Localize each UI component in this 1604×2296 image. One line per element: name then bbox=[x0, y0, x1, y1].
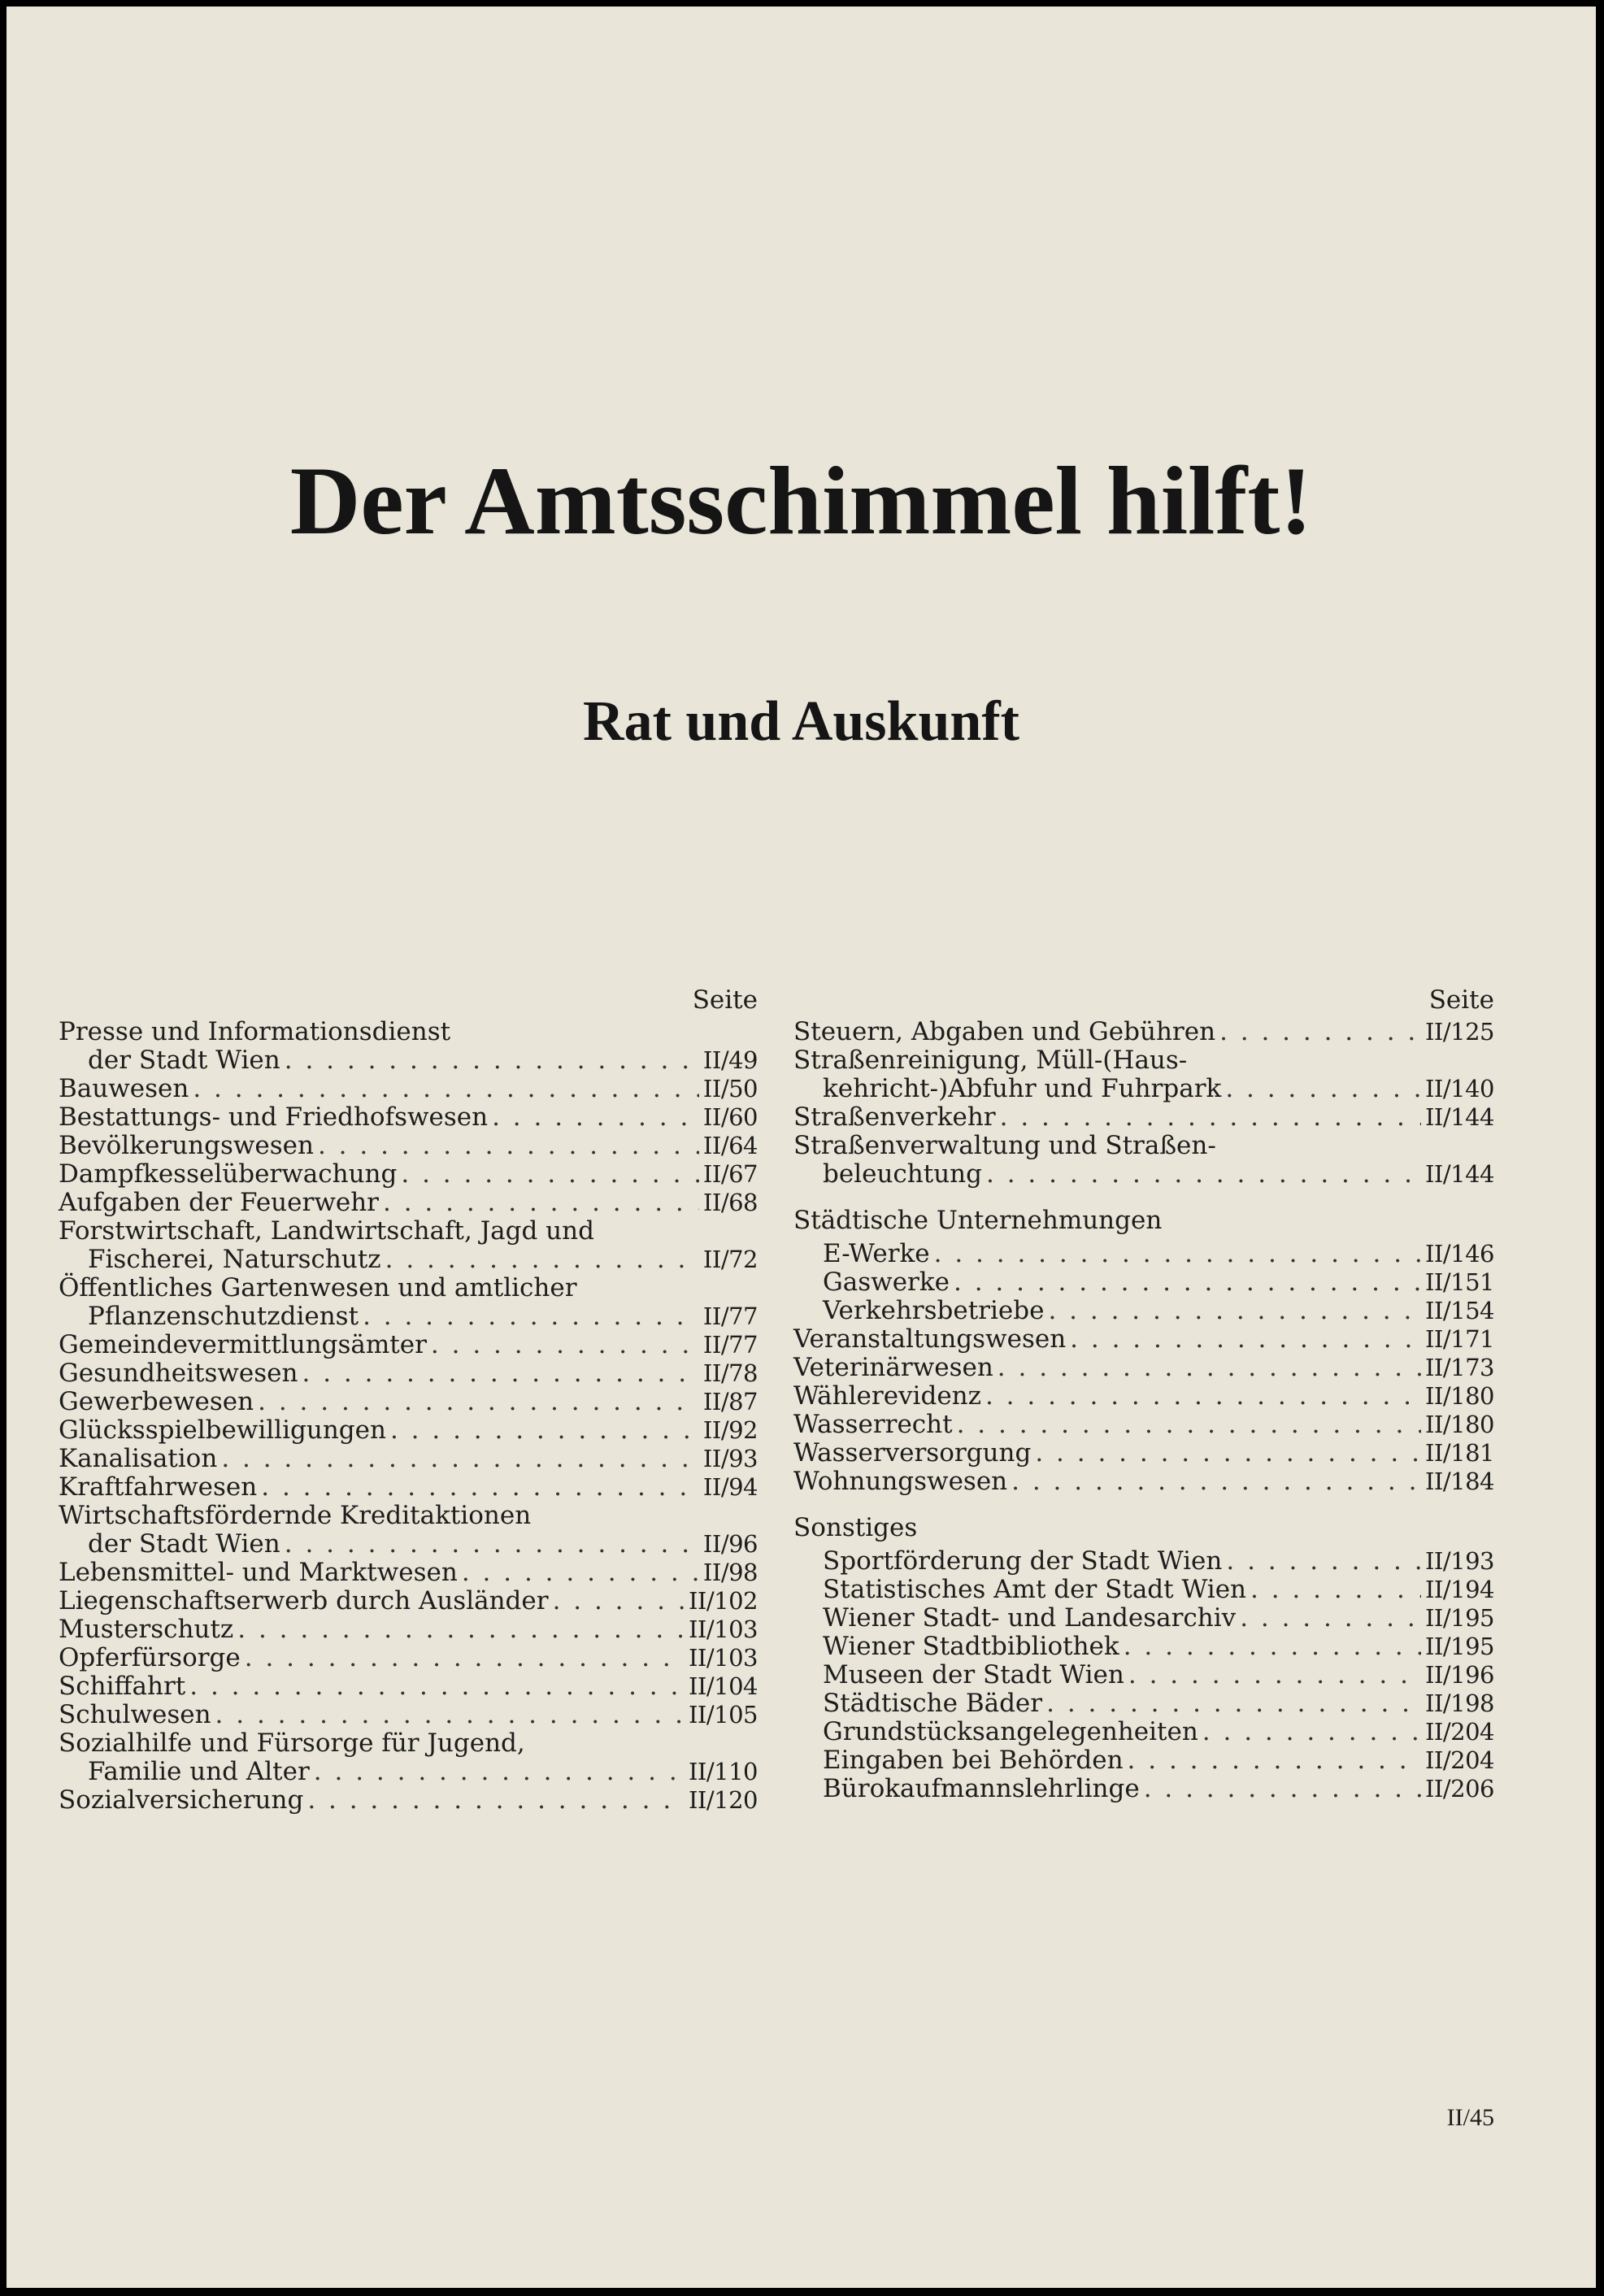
toc-entry-title: Kraftfahrwesen bbox=[59, 1472, 258, 1502]
toc-left-column bbox=[59, 982, 758, 1815]
toc-entry-page: II/173 bbox=[1424, 1354, 1494, 1381]
toc-entry-page: II/193 bbox=[1424, 1547, 1494, 1575]
dot-leader bbox=[553, 1587, 685, 1615]
toc-entry bbox=[793, 1325, 1494, 1354]
toc-entry-title: Schiffahrt bbox=[59, 1672, 186, 1701]
toc-entry bbox=[59, 1615, 758, 1644]
toc-entry-title: Wasserversorgung bbox=[793, 1438, 1032, 1468]
toc-entry-page: II/92 bbox=[702, 1416, 758, 1444]
toc-entry bbox=[793, 1661, 1494, 1689]
toc-entry bbox=[793, 1547, 1494, 1576]
toc-entry-row bbox=[793, 1354, 1494, 1382]
toc-left-entries bbox=[59, 1018, 758, 1815]
toc-entry-title: E-Werke bbox=[823, 1239, 930, 1268]
toc-entry-title: Fischerei, Naturschutz bbox=[88, 1245, 381, 1274]
dot-leader bbox=[401, 1160, 699, 1189]
toc-entry-title: Statistisches Amt der Stadt Wien bbox=[823, 1575, 1247, 1604]
dot-leader bbox=[383, 1189, 699, 1217]
toc-entry-title: Straßenverwaltung und Straßen- bbox=[793, 1131, 1216, 1160]
toc-entry-title: Dampfkesselüberwachung bbox=[59, 1159, 398, 1189]
toc-entry-page: II/120 bbox=[688, 1786, 758, 1814]
toc-entry-page: II/103 bbox=[688, 1615, 758, 1643]
dot-leader bbox=[390, 1416, 699, 1445]
toc-entry-title: Veterinärwesen bbox=[793, 1353, 993, 1382]
seite-header-left: Seite bbox=[692, 985, 758, 1015]
toc-entry bbox=[59, 1132, 758, 1160]
dot-leader bbox=[221, 1445, 699, 1473]
toc-entry-title: Straßenverkehr bbox=[793, 1102, 996, 1132]
toc-entry bbox=[59, 1701, 758, 1729]
dot-leader bbox=[302, 1359, 699, 1388]
toc-entry-title: Veranstaltungswesen bbox=[793, 1324, 1067, 1354]
toc-entry bbox=[59, 1502, 758, 1559]
toc-entry-page: II/77 bbox=[702, 1302, 758, 1330]
dot-leader bbox=[385, 1246, 699, 1274]
toc-entry-title: Städtische Bäder bbox=[823, 1689, 1043, 1718]
toc-entry-row bbox=[793, 1268, 1494, 1297]
toc-entry-page: II/87 bbox=[702, 1388, 758, 1415]
toc-entry-title: Bevölkerungswesen bbox=[59, 1131, 314, 1160]
toc-entry-title: Steuern, Abgaben und Gebühren bbox=[793, 1017, 1216, 1046]
page-number: II/45 bbox=[1446, 2104, 1494, 2131]
toc-entry bbox=[59, 1473, 758, 1502]
dot-leader bbox=[1144, 1775, 1421, 1803]
toc-entry-title: Gemeindevermittlungsämter bbox=[59, 1330, 427, 1359]
toc-entry bbox=[793, 1411, 1494, 1439]
toc-entry-row bbox=[59, 1559, 758, 1587]
dot-leader bbox=[285, 1046, 699, 1075]
dot-leader bbox=[215, 1701, 685, 1729]
toc-entry bbox=[59, 1416, 758, 1445]
dot-leader bbox=[1219, 1018, 1421, 1046]
dot-leader bbox=[237, 1615, 685, 1644]
dot-leader bbox=[318, 1132, 699, 1160]
toc-entry-row bbox=[793, 1775, 1494, 1803]
toc-entry bbox=[59, 1331, 758, 1359]
dot-leader bbox=[1128, 1661, 1421, 1689]
dot-leader bbox=[1124, 1633, 1421, 1661]
toc-entry bbox=[59, 1359, 758, 1388]
toc-entry-title: Wählerevidenz bbox=[793, 1381, 981, 1411]
toc-entry-title: Gesundheitswesen bbox=[59, 1359, 298, 1388]
toc-entry-page: II/125 bbox=[1424, 1018, 1494, 1046]
toc-entry bbox=[59, 1018, 758, 1075]
toc-sonstiges-entries bbox=[793, 1547, 1494, 1803]
toc-entry-page: II/206 bbox=[1424, 1775, 1494, 1802]
toc-entry-continued-line bbox=[59, 1018, 758, 1046]
toc-entry-row bbox=[59, 1416, 758, 1445]
toc-entry-page: II/60 bbox=[702, 1103, 758, 1131]
page-title: Der Amtsschimmel hilft! bbox=[289, 446, 1313, 554]
toc-entry-row bbox=[59, 1359, 758, 1388]
toc-entry-row bbox=[793, 1325, 1494, 1354]
dot-leader bbox=[1000, 1103, 1421, 1132]
toc-entry-page: II/68 bbox=[702, 1189, 758, 1216]
toc-entry-row bbox=[793, 1661, 1494, 1689]
toc-entry bbox=[793, 1018, 1494, 1046]
toc-entry-row bbox=[793, 1103, 1494, 1132]
dot-leader bbox=[1250, 1576, 1421, 1604]
toc-entry-page: II/195 bbox=[1424, 1633, 1494, 1660]
toc-entry-title: Familie und Alter bbox=[88, 1757, 310, 1786]
toc-entry-title: Bestattungs- und Friedhofswesen bbox=[59, 1102, 489, 1132]
toc-entry-row bbox=[793, 1240, 1494, 1268]
toc-entry-row bbox=[793, 1382, 1494, 1411]
toc-entry-page: II/144 bbox=[1424, 1103, 1494, 1131]
dot-leader bbox=[1070, 1325, 1421, 1354]
dot-leader bbox=[193, 1075, 699, 1103]
toc-entry-page: II/181 bbox=[1424, 1439, 1494, 1467]
page-subtitle: Rat und Auskunft bbox=[583, 690, 1019, 753]
toc-entry-row bbox=[59, 1132, 758, 1160]
toc-entry-page: II/204 bbox=[1424, 1718, 1494, 1746]
dot-leader bbox=[1226, 1547, 1421, 1576]
toc-entry-row bbox=[793, 1576, 1494, 1604]
toc-entry-title: Aufgaben der Feuerwehr bbox=[59, 1188, 379, 1217]
toc-entry-title: der Stadt Wien bbox=[88, 1529, 280, 1559]
toc-entry-title: Wasserrecht bbox=[793, 1410, 953, 1439]
dot-leader bbox=[1225, 1075, 1421, 1103]
toc-entry bbox=[793, 1468, 1494, 1496]
toc-entry-title: Opferfürsorge bbox=[59, 1643, 241, 1672]
toc-entry-title: Kanalisation bbox=[59, 1444, 218, 1473]
toc-entry-title: Forstwirtschaft, Landwirtschaft, Jagd und bbox=[59, 1216, 594, 1246]
toc-entry-page: II/67 bbox=[702, 1160, 758, 1188]
toc-entry bbox=[793, 1633, 1494, 1661]
toc-entry-row bbox=[59, 1103, 758, 1132]
toc-entry bbox=[59, 1160, 758, 1189]
toc-entry-title: Sportförderung der Stadt Wien bbox=[823, 1546, 1223, 1576]
toc-entry bbox=[793, 1103, 1494, 1132]
section-heading-unternehmungen: Städtische Unternehmungen bbox=[793, 1206, 1163, 1235]
dot-leader bbox=[245, 1644, 685, 1672]
toc-entry-page: II/194 bbox=[1424, 1576, 1494, 1603]
toc-entry-row bbox=[59, 1644, 758, 1672]
toc-entry bbox=[793, 1046, 1494, 1103]
toc-entry-title: Glücksspielbewilligungen bbox=[59, 1415, 386, 1445]
toc-entry-row bbox=[793, 1468, 1494, 1496]
dot-leader bbox=[957, 1411, 1421, 1439]
toc-entry-row bbox=[59, 1445, 758, 1473]
toc-entry-row bbox=[59, 1530, 758, 1559]
toc-entry-page: II/110 bbox=[688, 1758, 758, 1785]
toc-entry-title: Sozialversicherung bbox=[59, 1785, 304, 1815]
toc-entry-page: II/94 bbox=[702, 1473, 758, 1501]
toc-entry-title: Bürokaufmannslehrlinge bbox=[823, 1774, 1140, 1803]
toc-entry-row bbox=[59, 1246, 758, 1274]
toc-entry-title: Wiener Stadt- und Landesarchiv bbox=[823, 1603, 1237, 1633]
toc-entry bbox=[59, 1388, 758, 1416]
toc-entry-page: II/204 bbox=[1424, 1746, 1494, 1774]
toc-entry-title: Wiener Stadtbibliothek bbox=[823, 1632, 1119, 1661]
toc-entry-page: II/64 bbox=[702, 1132, 758, 1159]
toc-entry-page: II/104 bbox=[688, 1672, 758, 1700]
toc-right-group-2 bbox=[793, 1325, 1494, 1496]
toc-entry-row bbox=[59, 1473, 758, 1502]
toc-entry-continued-line bbox=[59, 1217, 758, 1246]
dot-leader bbox=[189, 1672, 685, 1701]
dot-leader bbox=[261, 1473, 699, 1502]
toc-right-group-1 bbox=[793, 1018, 1494, 1189]
dot-leader bbox=[1035, 1439, 1421, 1468]
toc-entry bbox=[793, 1689, 1494, 1718]
dot-leader bbox=[258, 1388, 699, 1416]
dot-leader bbox=[934, 1240, 1421, 1268]
toc-entry bbox=[793, 1297, 1494, 1325]
toc-unternehmungen-entries bbox=[793, 1240, 1494, 1325]
toc-entry bbox=[793, 1604, 1494, 1633]
toc-entry-row bbox=[59, 1331, 758, 1359]
toc-entry-row bbox=[793, 1746, 1494, 1775]
toc-entry-page: II/50 bbox=[702, 1075, 758, 1102]
toc-entry-page: II/78 bbox=[702, 1359, 758, 1387]
dot-leader bbox=[462, 1559, 699, 1587]
toc-entry-row bbox=[59, 1388, 758, 1416]
toc-entry bbox=[59, 1189, 758, 1217]
toc-entry-title: Verkehrsbetriebe bbox=[823, 1296, 1045, 1325]
toc-entry-title: Straßenreinigung, Müll-(Haus- bbox=[793, 1046, 1188, 1075]
toc-entry-row bbox=[59, 1075, 758, 1103]
toc-entry-page: II/98 bbox=[702, 1559, 758, 1586]
toc-entry bbox=[59, 1103, 758, 1132]
dot-leader bbox=[307, 1786, 685, 1815]
toc-entry-title: kehricht-)Abfuhr und Fuhrpark bbox=[823, 1074, 1222, 1103]
toc-entry-page: II/171 bbox=[1424, 1325, 1494, 1353]
toc-entry-continued-line bbox=[59, 1502, 758, 1530]
section-heading-sonstiges: Sonstiges bbox=[793, 1513, 918, 1542]
dot-leader bbox=[998, 1354, 1421, 1382]
toc-entry-row bbox=[59, 1758, 758, 1786]
toc-entry bbox=[59, 1217, 758, 1274]
toc-entry-title: Wirtschaftsfördernde Kreditaktionen bbox=[59, 1501, 532, 1530]
toc-entry bbox=[793, 1382, 1494, 1411]
toc-entry-page: II/196 bbox=[1424, 1661, 1494, 1689]
toc-entry-page: II/96 bbox=[702, 1530, 758, 1558]
toc-entry-title: Schulwesen bbox=[59, 1700, 211, 1729]
toc-entry-title: Museen der Stadt Wien bbox=[823, 1660, 1124, 1689]
toc-entry-row bbox=[793, 1411, 1494, 1439]
dot-leader bbox=[986, 1160, 1421, 1189]
seite-header-right: Seite bbox=[1428, 985, 1494, 1015]
toc-entry-page: II/184 bbox=[1424, 1468, 1494, 1495]
dot-leader bbox=[431, 1331, 699, 1359]
toc-entry-page: II/144 bbox=[1424, 1160, 1494, 1188]
toc-entry bbox=[793, 1576, 1494, 1604]
toc-entry bbox=[793, 1132, 1494, 1189]
dot-leader bbox=[1240, 1604, 1421, 1633]
toc-entry-page: II/103 bbox=[688, 1644, 758, 1672]
toc-entry-title: Presse und Informationsdienst bbox=[59, 1017, 451, 1046]
toc-entry-page: II/77 bbox=[702, 1331, 758, 1359]
toc-entry-page: II/198 bbox=[1424, 1689, 1494, 1717]
toc-entry-row bbox=[59, 1615, 758, 1644]
toc-entry-title: Pflanzenschutzdienst bbox=[88, 1302, 359, 1331]
toc-entry bbox=[59, 1729, 758, 1786]
toc-entry-title: Wohnungswesen bbox=[793, 1467, 1008, 1496]
dot-leader bbox=[1048, 1297, 1421, 1325]
toc-entry-row bbox=[59, 1672, 758, 1701]
toc-entry-page: II/151 bbox=[1424, 1268, 1494, 1296]
toc-entry bbox=[59, 1786, 758, 1815]
toc-entry-continued-line bbox=[793, 1132, 1494, 1160]
toc-entry-continued-line bbox=[793, 1046, 1494, 1075]
toc-entry-row bbox=[793, 1297, 1494, 1325]
toc-entry-row bbox=[793, 1604, 1494, 1633]
toc-entry-row bbox=[59, 1046, 758, 1075]
toc-entry-row bbox=[59, 1701, 758, 1729]
toc-entry bbox=[793, 1439, 1494, 1468]
toc-entry-row bbox=[793, 1075, 1494, 1103]
toc-entry-title: Gewerbewesen bbox=[59, 1387, 254, 1416]
toc-entry bbox=[793, 1240, 1494, 1268]
dot-leader bbox=[985, 1382, 1421, 1411]
toc-entry-title: Musterschutz bbox=[59, 1615, 234, 1644]
toc-entry-row bbox=[59, 1587, 758, 1615]
document-page bbox=[7, 7, 1596, 2288]
toc-entry-title: Gaswerke bbox=[823, 1268, 950, 1297]
toc-entry bbox=[59, 1274, 758, 1331]
dot-leader bbox=[1046, 1689, 1421, 1718]
toc-entry bbox=[59, 1672, 758, 1701]
toc-entry-page: II/180 bbox=[1424, 1382, 1494, 1410]
toc-entry-title: Grundstücksangelegenheiten bbox=[823, 1717, 1198, 1746]
dot-leader bbox=[954, 1268, 1421, 1297]
toc-entry-continued-line bbox=[59, 1729, 758, 1758]
toc-entry-page: II/105 bbox=[688, 1701, 758, 1729]
toc-entry bbox=[59, 1587, 758, 1615]
toc-right-column bbox=[793, 982, 1494, 1803]
dot-leader bbox=[1011, 1468, 1421, 1496]
dot-leader bbox=[1202, 1718, 1421, 1746]
toc-entry-title: Öffentliches Gartenwesen und amtlicher bbox=[59, 1273, 577, 1302]
toc-entry-row bbox=[793, 1018, 1494, 1046]
toc-entry bbox=[793, 1268, 1494, 1297]
toc-entry-row bbox=[59, 1302, 758, 1331]
toc-entry-title: der Stadt Wien bbox=[88, 1046, 280, 1075]
toc-entry-page: II/140 bbox=[1424, 1075, 1494, 1102]
toc-entry-row bbox=[59, 1160, 758, 1189]
toc-entry-page: II/93 bbox=[702, 1445, 758, 1472]
toc-entry bbox=[793, 1746, 1494, 1775]
toc-entry-continued-line bbox=[59, 1274, 758, 1302]
toc-entry-page: II/72 bbox=[702, 1246, 758, 1273]
toc-entry-title: Bauwesen bbox=[59, 1074, 189, 1103]
dot-leader bbox=[285, 1530, 699, 1559]
dot-leader bbox=[492, 1103, 699, 1132]
toc-entry bbox=[793, 1775, 1494, 1803]
toc-entry-title: beleuchtung bbox=[823, 1159, 982, 1189]
toc-entry-page: II/154 bbox=[1424, 1297, 1494, 1324]
toc-entry bbox=[59, 1075, 758, 1103]
toc-entry-title: Lebensmittel- und Marktwesen bbox=[59, 1558, 458, 1587]
toc-entry-row bbox=[793, 1633, 1494, 1661]
toc-entry-page: II/146 bbox=[1424, 1240, 1494, 1268]
toc-entry-title: Sozialhilfe und Fürsorge für Jugend, bbox=[59, 1729, 525, 1758]
toc-entry-page: II/195 bbox=[1424, 1604, 1494, 1632]
toc-entry-row bbox=[59, 1189, 758, 1217]
toc-entry-row bbox=[59, 1786, 758, 1815]
toc-entry-row bbox=[793, 1547, 1494, 1576]
toc-entry bbox=[59, 1445, 758, 1473]
toc-entry-page: II/102 bbox=[688, 1587, 758, 1615]
dot-leader bbox=[363, 1302, 699, 1331]
toc-entry-page: II/49 bbox=[702, 1046, 758, 1074]
toc-entry-row bbox=[793, 1160, 1494, 1189]
toc-entry-row bbox=[793, 1718, 1494, 1746]
toc-entry-title: Eingaben bei Behörden bbox=[823, 1746, 1124, 1775]
toc-entry-row bbox=[793, 1689, 1494, 1718]
toc-entry-row bbox=[793, 1439, 1494, 1468]
toc-entry-page: II/180 bbox=[1424, 1411, 1494, 1438]
toc-entry bbox=[793, 1354, 1494, 1382]
dot-leader bbox=[1128, 1746, 1421, 1775]
toc-entry bbox=[59, 1559, 758, 1587]
toc-entry bbox=[59, 1644, 758, 1672]
dot-leader bbox=[314, 1758, 685, 1786]
toc-entry bbox=[793, 1718, 1494, 1746]
toc-entry-title: Liegenschaftserwerb durch Ausländer bbox=[59, 1586, 549, 1615]
